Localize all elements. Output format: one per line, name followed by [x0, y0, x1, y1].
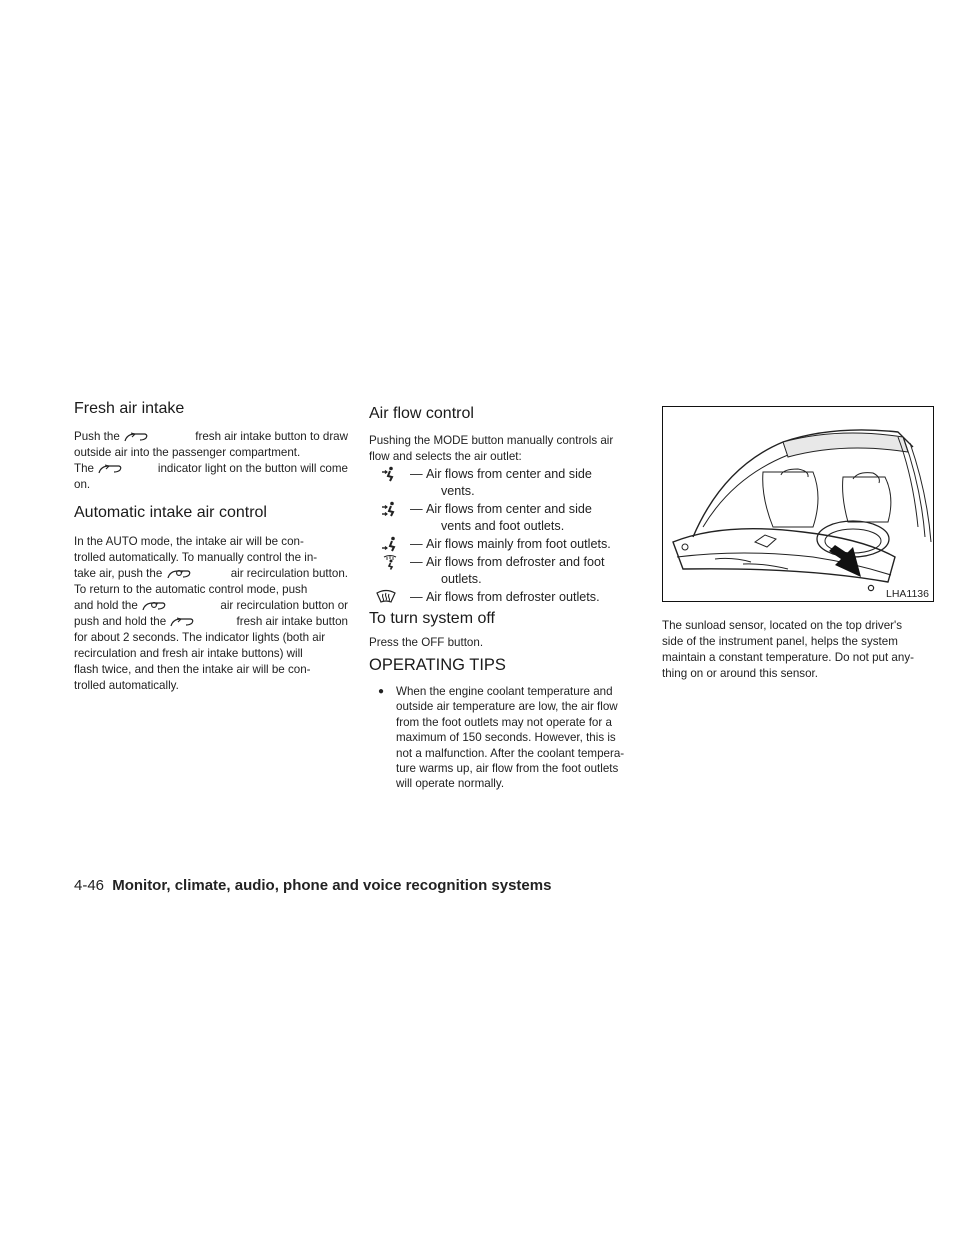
- text-span: take air, push the: [74, 567, 163, 580]
- defrost-foot-mode-icon: [381, 554, 399, 570]
- mode-text: Air flows from defroster and foot: [426, 555, 605, 569]
- auto-intake-heading: Automatic intake air control: [74, 504, 267, 521]
- text-span: fresh air intake button: [236, 615, 348, 628]
- fresh-air-line-2: outside air into the passenger compartment.: [74, 446, 301, 459]
- fresh-air-icon: [97, 463, 123, 475]
- turn-off-heading: To turn system off: [369, 610, 495, 627]
- tip-line: not a malfunction. After the coolant tempera-: [396, 746, 625, 760]
- fresh-air-icon: [169, 616, 195, 628]
- mode-text: vents.: [441, 484, 475, 498]
- mode-text: vents and foot outlets.: [441, 519, 565, 533]
- fresh-air-line-1: [74, 429, 348, 444]
- mode-dash: —: [410, 590, 423, 604]
- tip-line: maximum of 150 seconds. However, this is: [396, 731, 616, 745]
- dashboard-illustration: [663, 407, 933, 601]
- mode-dash: —: [410, 502, 423, 516]
- text-span: air recirculation button.: [230, 567, 348, 580]
- fresh-air-line-3: [74, 461, 348, 476]
- mode-dash: —: [410, 467, 423, 481]
- auto-line-6: [74, 614, 348, 629]
- air-flow-line-2: flow and selects the air outlet:: [369, 450, 522, 463]
- fresh-air-heading: Fresh air intake: [74, 400, 185, 417]
- text-span: Push the: [74, 430, 120, 443]
- tip-line: will operate normally.: [396, 777, 505, 791]
- sensor-line-3: maintain a constant temperature. Do not put any-: [662, 651, 914, 664]
- foot-mode-icon: [381, 536, 399, 552]
- bullet-icon: ●: [378, 686, 385, 697]
- text-span: push and hold the: [74, 615, 167, 628]
- defroster-icon: [375, 589, 397, 605]
- page-number: 4-46: [74, 877, 105, 894]
- auto-line-5: [74, 598, 348, 613]
- auto-line-1: In the AUTO mode, the intake air will be con-: [74, 535, 304, 548]
- mode-text: Air flows from center and side: [426, 502, 592, 516]
- figure-code: LHA1136: [885, 588, 929, 600]
- air-flow-heading: Air flow control: [369, 405, 474, 422]
- auto-line-10: trolled automatically.: [74, 679, 179, 692]
- text-span: and hold the: [74, 599, 138, 612]
- auto-line-2: trolled automatically. To manually control the in-: [74, 551, 318, 564]
- fresh-air-line-4: on.: [74, 478, 91, 491]
- mode-dash: —: [410, 537, 423, 551]
- sensor-line-2: side of the instrument panel, helps the system: [662, 635, 898, 648]
- tip-line: outside air temperature are low, the air flow: [396, 700, 618, 714]
- bilevel-mode-icon: [381, 501, 399, 517]
- text-span: fresh air intake button to draw: [195, 430, 348, 443]
- mode-text: Air flows from defroster outlets.: [426, 590, 600, 604]
- sensor-line-4: thing on or around this sensor.: [662, 667, 818, 680]
- auto-line-4: To return to the automatic control mode, push: [74, 583, 308, 596]
- auto-line-8: recirculation and fresh air intake buttons) will: [74, 647, 303, 660]
- sunload-sensor-figure: [662, 406, 934, 602]
- mode-text: Air flows mainly from foot outlets.: [426, 537, 611, 551]
- text-span: The: [74, 462, 94, 475]
- recirculation-icon: [141, 599, 167, 612]
- mode-text: Air flows from center and side: [426, 467, 592, 481]
- text-span: indicator light on the button will come: [157, 462, 348, 475]
- tip-line: ture warms up, air flow from the foot outlets: [396, 762, 619, 776]
- operating-tips-heading: OPERATING TIPS: [369, 656, 506, 674]
- chapter-title: Monitor, climate, audio, phone and voice recognition systems: [112, 877, 552, 894]
- vent-mode-icon: [381, 466, 399, 482]
- tip-text: [396, 684, 643, 792]
- turn-off-text: Press the OFF button.: [369, 636, 484, 649]
- auto-line-7: for about 2 seconds. The indicator lights (both air: [74, 631, 326, 644]
- auto-line-3: [74, 566, 348, 581]
- auto-line-9: flash twice, and then the intake air will be con-: [74, 663, 311, 676]
- tip-line: When the engine coolant temperature and: [396, 685, 613, 698]
- air-flow-line-1: Pushing the MODE button manually controls air: [369, 434, 614, 447]
- mode-text: outlets.: [441, 572, 482, 586]
- page-footer: [74, 877, 551, 894]
- fresh-air-icon: [123, 431, 149, 443]
- text-span: air recirculation button or: [220, 599, 348, 612]
- recirculation-icon: [166, 567, 192, 580]
- mode-dash: —: [410, 555, 423, 569]
- tip-line: from the foot outlets may not operate for a: [396, 715, 612, 729]
- sensor-line-1: The sunload sensor, located on the top driver's: [662, 619, 903, 632]
